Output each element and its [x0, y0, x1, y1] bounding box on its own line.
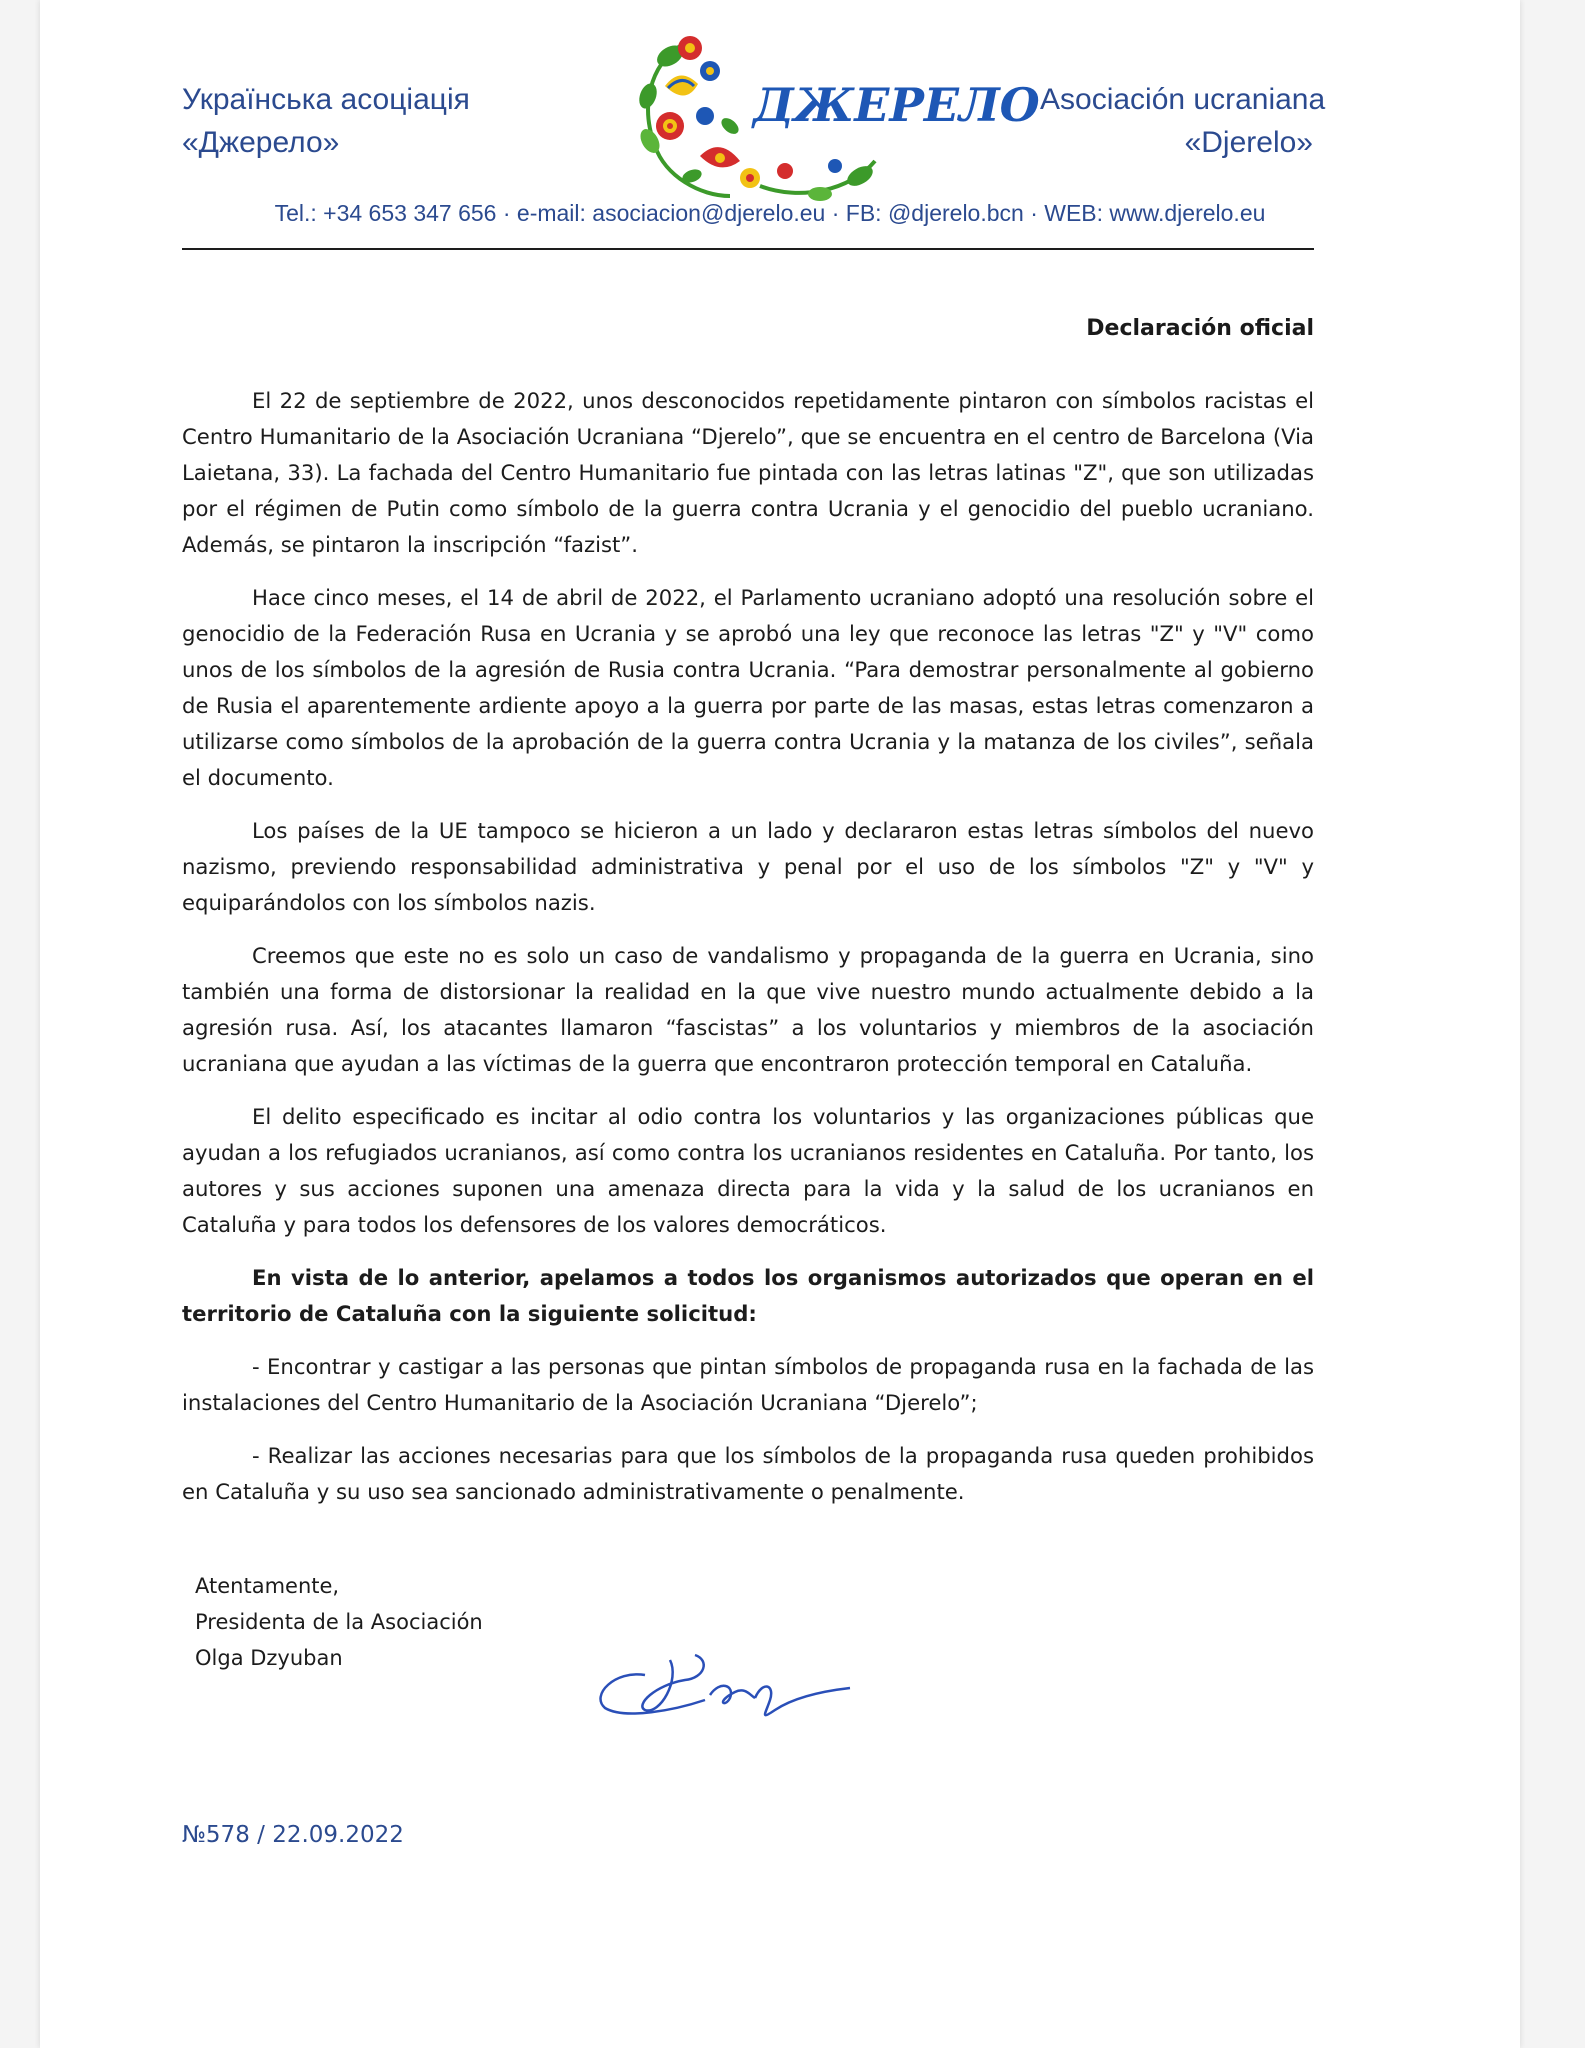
org-name-spanish: Asociación ucraniana «Djerelo» — [1040, 83, 1326, 159]
closing-salutation: Atentamente, — [195, 1574, 340, 1598]
letterhead — [40, 0, 1520, 260]
request-item: - Realizar las acciones necesarias para que los símbolos de la propaganda rusa queden prohibidos en Cataluña y su uso sea sancionado administrativamente o penalmente. — [182, 1443, 1314, 1504]
document-title: Declaración oficial — [1086, 316, 1314, 341]
paragraph: Creemos que este no es solo un caso de vandalismo y propaganda de la guerra en Ucrania, sino también una forma de distorsionar la realidad en la que vive nuestro mundo actualmente debido a la agresión rusa. Así, los atacantes llamaron “fascistas” a los voluntarios y miembros de la asociación ucraniana que ayudan a las víctimas de la guerra que encontraron protección temporal en Cataluña. — [182, 943, 1314, 1076]
contact-line: Tel.: +34 653 347 656 · e-mail: asociacion@djerelo.eu · FB: @djerelo.bcn · WEB: www.djerelo.eu — [274, 200, 1266, 226]
svg-text:ДЖЕРЕЛО: ДЖЕРЕЛО — [753, 78, 1040, 132]
paragraph: Los países de la UE tampoco se hicieron a un lado y declararon estas letras símbolos del nuevo nazismo, previendo responsabilidad administrativa y penal por el uso de los símbolos "Z" y "V" y equiparándolos con los símbolos nazis. — [182, 818, 1314, 915]
document-body — [182, 383, 1314, 1527]
document-page — [40, 0, 1520, 2048]
org-name-ukrainian: Українська асоціація «Джерело» — [182, 83, 470, 159]
signatory-name: Olga Dzyuban — [195, 1646, 343, 1670]
handwritten-signature — [585, 1640, 885, 1730]
document-number: №578 / 22.09.2022 — [182, 1822, 404, 1848]
paragraph: El delito especificado es incitar al odio contra los voluntarios y las organizaciones públicas que ayudan a los refugiados ucranianos, así como contra los ucranianos residentes en Cataluña. Por tanto, los autores y sus acciones suponen una amenaza directa para la vida y la salud de los ucranianos en Cataluña y para todos los defensores de los valores democráticos. — [182, 1104, 1314, 1237]
paragraph: El 22 de septiembre de 2022, unos desconocidos repetidamente pintaron con símbolos racistas el Centro Humanitario de la Asociación Ucraniana “Djerelo”, que se encuentra en el centro de Barcelona (Via Laietana, 33). La fachada del Centro Humanitario fue pintada con las letras latinas "Z", que son utilizadas por el régimen de Putin como símbolo de la guerra contra Ucrania y el genocidio del pueblo ucraniano. Además, se pintaron la inscripción “fazist”. — [182, 388, 1314, 557]
paragraph: Hace cinco meses, el 14 de abril de 2022, el Parlamento ucraniano adoptó una resolución sobre el genocidio de la Federación Rusa en Ucrania y se aprobó una ley que reconoce las letras "Z" y "V" como unos de los símbolos de la agresión de Rusia contra Ucrania. “Para demostrar personalmente al gobierno de Rusia el aparentemente ardiente apoyo a la guerra por parte de las masas, estas letras comenzaron a utilizarse como símbolos de la aprobación de la guerra contra Ucrania y la matanza de los civiles”, señala el documento. — [182, 585, 1314, 790]
appeal-paragraph: En vista de lo anterior, apelamos a todos los organismos autorizados que operan en el territorio de Cataluña con la siguiente solicitud: — [182, 1265, 1314, 1326]
djerelo-logo — [610, 26, 1040, 206]
request-item: - Encontrar y castigar a las personas que pintan símbolos de propaganda rusa en la fachada de las instalaciones del Centro Humanitario de la Asociación Ucraniana “Djerelo”; — [182, 1354, 1314, 1415]
closing-block — [195, 1568, 483, 1676]
header-divider — [182, 248, 1314, 250]
signatory-role: Presidenta de la Asociación — [195, 1610, 483, 1634]
